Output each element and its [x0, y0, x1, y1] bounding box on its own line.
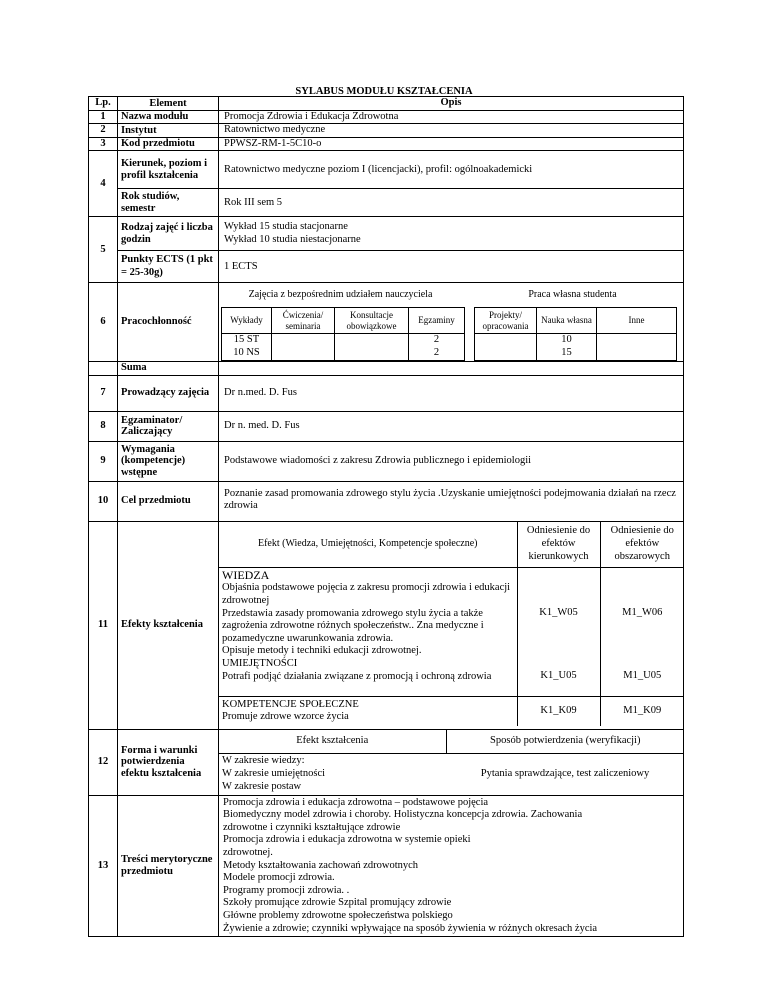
- lp-12: 12: [89, 729, 118, 795]
- row-12: [89, 729, 684, 795]
- h-efekt: Efekt (Wiedza, Umiejętności, Kompetencje społeczne): [219, 522, 517, 568]
- lp-7: 7: [89, 375, 118, 411]
- opis-kod: PPWSZ-RM-1-5C10-o: [219, 137, 684, 151]
- wiedza-header: WIEDZA: [222, 568, 270, 583]
- header-opis: Opis: [219, 97, 684, 111]
- row-1: [89, 110, 684, 124]
- wiedza-obsz: M1_W06: [600, 568, 684, 658]
- row-5b: [89, 251, 684, 283]
- opis-rok: Rok III sem 5: [219, 189, 684, 217]
- tresc-line-3: zdrowotne i czynniki kształtujące zdrowie: [223, 821, 401, 833]
- wiedza-kier: K1_W05: [517, 568, 600, 658]
- komp-kier: K1_K09: [517, 696, 600, 726]
- wiedza-text-3: Opisuje metody i techniki edukacji zdrowotnej.: [222, 645, 422, 657]
- row-6-suma: [89, 361, 684, 375]
- element-rodzaj: Rodzaj zajęć i liczba godzin: [118, 217, 219, 251]
- gap-cell-2: [465, 334, 475, 360]
- group-own-label: Praca własna studenta: [528, 289, 617, 301]
- element-egzaminator: Egzaminator/ Zaliczający: [118, 411, 219, 441]
- h-efekt-ksztalcenia: Efekt kształcenia: [219, 730, 446, 754]
- element-pracochlonnosc: Pracochłonność: [118, 283, 219, 361]
- val-egzaminy-ns: 2: [433, 346, 440, 358]
- row-2: [89, 124, 684, 138]
- umiejetnosci-text: Potrafi podjąć działania związane z promocją i ochroną zdrowia: [222, 670, 492, 682]
- element-wymagania: Wymagania (kompetencje) wstępne: [118, 441, 219, 481]
- opis-rodzaj-line2: Wykład 10 studia niestacjonarne: [224, 233, 361, 245]
- lp-11: 11: [89, 521, 118, 729]
- lp-10: 10: [89, 481, 118, 521]
- row-11: [89, 521, 684, 729]
- syllabus-table: [88, 96, 684, 937]
- row-5a: [89, 217, 684, 251]
- lp-5: 5: [89, 217, 118, 283]
- verification-table: [219, 730, 684, 795]
- zakres-postaw: W zakresie postaw: [222, 780, 302, 792]
- element-cel: Cel przedmiotu: [118, 481, 219, 521]
- col-wyklady: Wykłady: [222, 308, 272, 334]
- h-obszarowe: Odniesienie do efektów obszarowych: [600, 522, 684, 568]
- col-cwiczenia: Ćwiczenia/ seminaria: [272, 308, 335, 334]
- element-prowadzacy: Prowadzący zajęcia: [118, 375, 219, 411]
- element-suma: Suma: [118, 361, 219, 375]
- val-egzaminy: [409, 334, 465, 360]
- col-projekty: Projekty/ opracowania: [475, 308, 537, 334]
- element-instytut: Instytut: [118, 124, 219, 138]
- row-3: [89, 137, 684, 151]
- tresc-line-6: Metody kształtowania zachowań zdrowotnych: [223, 859, 419, 871]
- umiej-obsz: M1_U05: [600, 658, 684, 696]
- tresc-line-4: Promocja zdrowia i edukacja zdrowotna w systemie opieki: [223, 834, 471, 846]
- umiej-kier: K1_U05: [517, 658, 600, 696]
- kompetencje-header: KOMPETENCJE SPOŁECZNE: [222, 698, 359, 710]
- row-9: [89, 441, 684, 481]
- lp-2: 2: [89, 124, 118, 138]
- val-wyklady-ns: 10 NS: [233, 346, 260, 358]
- tresc-line-11: Żywienie a zdrowie; czynniki wpływające na sposób żywienia w różnych okresach życia: [223, 922, 598, 934]
- h-sposob: Sposób potwierdzenia (weryfikacji): [446, 730, 684, 754]
- col-inne: Inne: [597, 308, 677, 334]
- tresc-line-2: Biomedyczny model zdrowia i choroby. Holistyczna koncepcja zdrowia. Zachowania: [223, 809, 583, 821]
- opis-rodzaj-line1: Wykład 15 studia stacjonarne: [224, 221, 348, 233]
- zakres-wiedzy: W zakresie wiedzy:: [222, 755, 305, 767]
- val-nauka: [537, 334, 597, 360]
- opis-nazwa-modulu: Promocja Zdrowia i Edukacja Zdrowotna: [219, 110, 684, 124]
- row-8: [89, 411, 684, 441]
- element-ects-label: Punkty ECTS (1 pkt = 25-30g): [121, 254, 213, 278]
- row-4b: [89, 189, 684, 217]
- val-cwiczenia: [272, 334, 335, 360]
- lp-1: 1: [89, 110, 118, 124]
- opis-egzaminator: Dr n. med. D. Fus: [219, 411, 684, 441]
- row-10: [89, 481, 684, 521]
- element-kod: Kod przedmiotu: [118, 137, 219, 151]
- val-konsultacje: [335, 334, 409, 360]
- val-egzaminy-st: 2: [433, 334, 440, 346]
- opis-cel: Poznanie zasad promowania zdrowego stylu życia .Uzyskanie umiejętności podejmowania działań na rzecz zdrowia: [219, 481, 684, 521]
- val-wyklady: [222, 334, 272, 360]
- element-tresci: Treści merytoryczne przedmiotu: [118, 795, 219, 937]
- col-konsultacje: Konsultacje obowiązkowe: [335, 308, 409, 334]
- lp-8: 8: [89, 411, 118, 441]
- zakres-umiejetnosci: W zakresie umiejętności: [222, 768, 326, 780]
- tresc-line-8: Programy promocji zdrowia. .: [223, 884, 350, 896]
- opis-wymagania: Podstawowe wiadomości z zakresu Zdrowia publicznego i epidemiologii: [219, 441, 684, 481]
- val-nauka-ns: 15: [561, 346, 572, 358]
- wiedza-text-1: Objaśnia podstawowe pojęcia z zakresu promocji zdrowia i edukacji zdrowotnej: [222, 582, 511, 607]
- sposob-weryfikacji: Pytania sprawdzające, test zaliczeniowy: [446, 754, 684, 795]
- tresc-line-10: Główne problemy zdrowotne społeczeństwa polskiego: [223, 909, 453, 921]
- wiedza-text-2: Przedstawia zasady promowania zdrowego stylu życia a także zagrożenia zdrowotne różnych społeczeństw.. Zna medyczne i pozamedyczne uwarunkowania zdrowia.: [222, 607, 484, 644]
- gap-cell: [465, 308, 475, 334]
- tresc-line-9: Szkoły promujące zdrowie Szpital promujący zdrowie: [223, 897, 452, 909]
- element-kierunek: Kierunek, poziom i profil kształcenia: [118, 151, 219, 189]
- lp-13: 13: [89, 795, 118, 937]
- kompetencje-text: Promuje zdrowe wzorce życia: [222, 711, 349, 723]
- val-inne: [597, 334, 677, 360]
- row-6: [89, 283, 684, 361]
- lp-3: 3: [89, 137, 118, 151]
- opis-instytut: Ratownictwo medyczne: [219, 124, 684, 138]
- element-nazwa-modulu: Nazwa modułu: [118, 110, 219, 124]
- val-wyklady-st: 15 ST: [233, 334, 260, 346]
- element-ects: [118, 251, 219, 283]
- val-projekty: [475, 334, 537, 360]
- effects-table: [219, 522, 684, 726]
- document-title: SYLABUS MODUŁU KSZTAŁCENIA: [295, 86, 473, 97]
- group-contact-label: Zajęcia z bezpośrednim udziałem nauczyciela: [248, 289, 433, 301]
- umiejetnosci-header: UMIEJĘTNOŚCI: [222, 658, 298, 670]
- header-lp: Lp.: [89, 97, 118, 111]
- header-element: Element: [118, 97, 219, 111]
- h-kierunkowe: Odniesienie do efektów kierunkowych: [517, 522, 600, 568]
- workload-table: [221, 307, 677, 360]
- lp-6: 6: [89, 283, 118, 361]
- col-nauka: Nauka własna: [537, 308, 597, 334]
- element-rok: Rok studiów, semestr: [118, 189, 219, 217]
- opis-kierunek: Ratownictwo medyczne poziom I (licencjacki), profil: ogólnoakademicki: [219, 151, 684, 189]
- opis-prowadzacy: Dr n.med. D. Fus: [219, 375, 684, 411]
- element-efekty: Efekty kształcenia: [118, 521, 219, 729]
- lp-4: 4: [89, 151, 118, 217]
- opis-ects: 1 ECTS: [219, 251, 684, 283]
- row-4a: [89, 151, 684, 189]
- val-nauka-st: 10: [561, 334, 572, 346]
- element-forma: Forma i warunki potwierdzenia efektu kształcenia: [118, 729, 219, 795]
- lp-9: 9: [89, 441, 118, 481]
- komp-obsz: M1_K09: [600, 696, 684, 726]
- row-7: [89, 375, 684, 411]
- tresc-line-1: Promocja zdrowia i edukacja zdrowotna – podstawowe pojęcia: [223, 796, 489, 808]
- tresc-line-5: zdrowotnej.: [223, 846, 273, 858]
- header-row: [89, 97, 684, 111]
- row-13: [89, 795, 684, 937]
- tresc-line-7: Modele promocji zdrowia.: [223, 872, 335, 884]
- col-egzaminy: Egzaminy: [409, 308, 465, 334]
